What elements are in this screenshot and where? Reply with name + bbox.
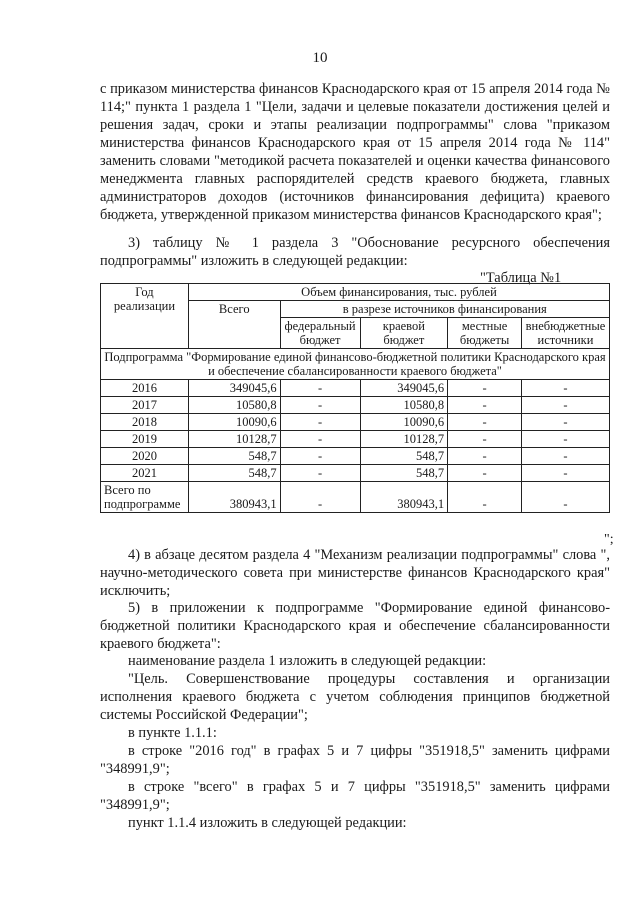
table-row xyxy=(101,414,610,431)
cell-local: - xyxy=(448,414,522,431)
cell-total: 10128,7 xyxy=(188,431,280,448)
cell-year: 2020 xyxy=(101,448,189,465)
paragraph-10: в строке "всего" в графах 5 и 7 цифры "351918,5" заменить цифрами "348991,9"; xyxy=(100,779,610,813)
paragraph-7: "Цель. Совершенствование процедуры составления и организации исполнения краевого бюджета с учетом соблюдения принципов бюджетной системы Российской Федерации"; xyxy=(100,671,610,723)
cell-offbudget: - xyxy=(521,414,609,431)
intro-paragraph: с приказом министерства финансов Краснодарского края от 15 апреля 2014 года № 114;" пункта 1 раздела 1 "Цели, задачи и целевые показатели достижения целей и решения задач, сроки и этапы реализации подпрограммы" слова "приказом министерства финансов Краснодарского края от 15 апреля 2014 года № 114" заменить словами "методикой расчета показателей и оценки качества финансового менеджмента главных распорядителей средств краевого бюджета, главных администраторов доходов (источников финансирования дефицита) краевого бюджета, утвержденной приказом министерства финансов Краснодарского края"; xyxy=(100,81,610,223)
table-row xyxy=(101,397,610,414)
cell-local: - xyxy=(448,448,522,465)
cell-total: 380943,1 xyxy=(188,482,280,513)
cell-federal: - xyxy=(280,380,360,397)
header-total: Всего xyxy=(188,301,280,349)
header-sources: в разрезе источников финансирования xyxy=(280,301,609,318)
cell-federal: - xyxy=(280,397,360,414)
table-caption: "Таблица №1 xyxy=(480,270,562,286)
cell-federal: - xyxy=(280,482,360,513)
cell-local: - xyxy=(448,431,522,448)
table-row xyxy=(101,431,610,448)
paragraph-8: в пункте 1.1.1: xyxy=(128,725,217,741)
cell-offbudget: - xyxy=(521,380,609,397)
cell-offbudget: - xyxy=(521,397,609,414)
table-row xyxy=(101,448,610,465)
cell-local: - xyxy=(448,380,522,397)
cell-year: 2016 xyxy=(101,380,189,397)
table-total-row xyxy=(101,482,610,513)
paragraph-4: 4) в абзаце десятом раздела 4 "Механизм реализации подпрограммы" слова ", научно-методического совета при министерстве финансов Краснодарского края" исключить; xyxy=(100,547,610,599)
cell-federal: - xyxy=(280,448,360,465)
paragraph-9: в строке "2016 год" в графах 5 и 7 цифры "351918,5" заменить цифрами "348991,9"; xyxy=(100,743,610,777)
header-federal: федеральный бюджет xyxy=(280,318,360,349)
cell-regional: 10090,6 xyxy=(360,414,448,431)
cell-total: 10090,6 xyxy=(188,414,280,431)
cell-offbudget: - xyxy=(521,431,609,448)
cell-total: 548,7 xyxy=(188,465,280,482)
cell-regional: 380943,1 xyxy=(360,482,448,513)
cell-total: 548,7 xyxy=(188,448,280,465)
table-header-row-1 xyxy=(101,284,610,301)
cell-federal: - xyxy=(280,465,360,482)
header-volume: Объем финансирования, тыс. рублей xyxy=(188,284,609,301)
cell-offbudget: - xyxy=(521,448,609,465)
page-number: 10 xyxy=(312,50,328,66)
header-local: местные бюджеты xyxy=(448,318,522,349)
cell-total: 349045,6 xyxy=(188,380,280,397)
cell-regional: 548,7 xyxy=(360,465,448,482)
cell-offbudget: - xyxy=(521,482,609,513)
table-row xyxy=(101,380,610,397)
table-closing-mark: "; xyxy=(604,532,614,547)
cell-federal: - xyxy=(280,431,360,448)
cell-offbudget: - xyxy=(521,465,609,482)
header-regional: краевой бюджет xyxy=(360,318,448,349)
subprogram-title: Подпрограмма "Формирование единой финансово-бюджетной политики Краснодарского края и обеспечение сбалансированности краевого бюджета" xyxy=(101,349,610,380)
paragraph-5: 5) в приложении к подпрограмме "Формирование единой финансово-бюджетной политики Краснодарского края и обеспечение сбалансированности краевого бюджета": xyxy=(100,600,610,652)
header-year: Год реализации xyxy=(101,284,189,349)
paragraph-11: пункт 1.1.4 изложить в следующей редакции: xyxy=(128,815,407,831)
paragraph-6: наименование раздела 1 изложить в следующей редакции: xyxy=(128,653,487,669)
cell-local: - xyxy=(448,465,522,482)
cell-year: 2021 xyxy=(101,465,189,482)
cell-total: 10580,8 xyxy=(188,397,280,414)
cell-local: - xyxy=(448,482,522,513)
paragraph-3: 3) таблицу № 1 раздела 3 "Обоснование ресурсного обеспечения подпрограммы" изложить в следующей редакции: xyxy=(100,235,610,269)
cell-year: Всего по подпрограмме xyxy=(101,482,189,513)
cell-federal: - xyxy=(280,414,360,431)
cell-regional: 10128,7 xyxy=(360,431,448,448)
cell-regional: 10580,8 xyxy=(360,397,448,414)
subprogram-row xyxy=(101,349,610,380)
cell-year: 2017 xyxy=(101,397,189,414)
cell-regional: 548,7 xyxy=(360,448,448,465)
header-offbudget: внебюджетные источники xyxy=(521,318,609,349)
table-row xyxy=(101,465,610,482)
cell-local: - xyxy=(448,397,522,414)
financing-table xyxy=(100,283,610,513)
cell-year: 2018 xyxy=(101,414,189,431)
cell-year: 2019 xyxy=(101,431,189,448)
cell-regional: 349045,6 xyxy=(360,380,448,397)
